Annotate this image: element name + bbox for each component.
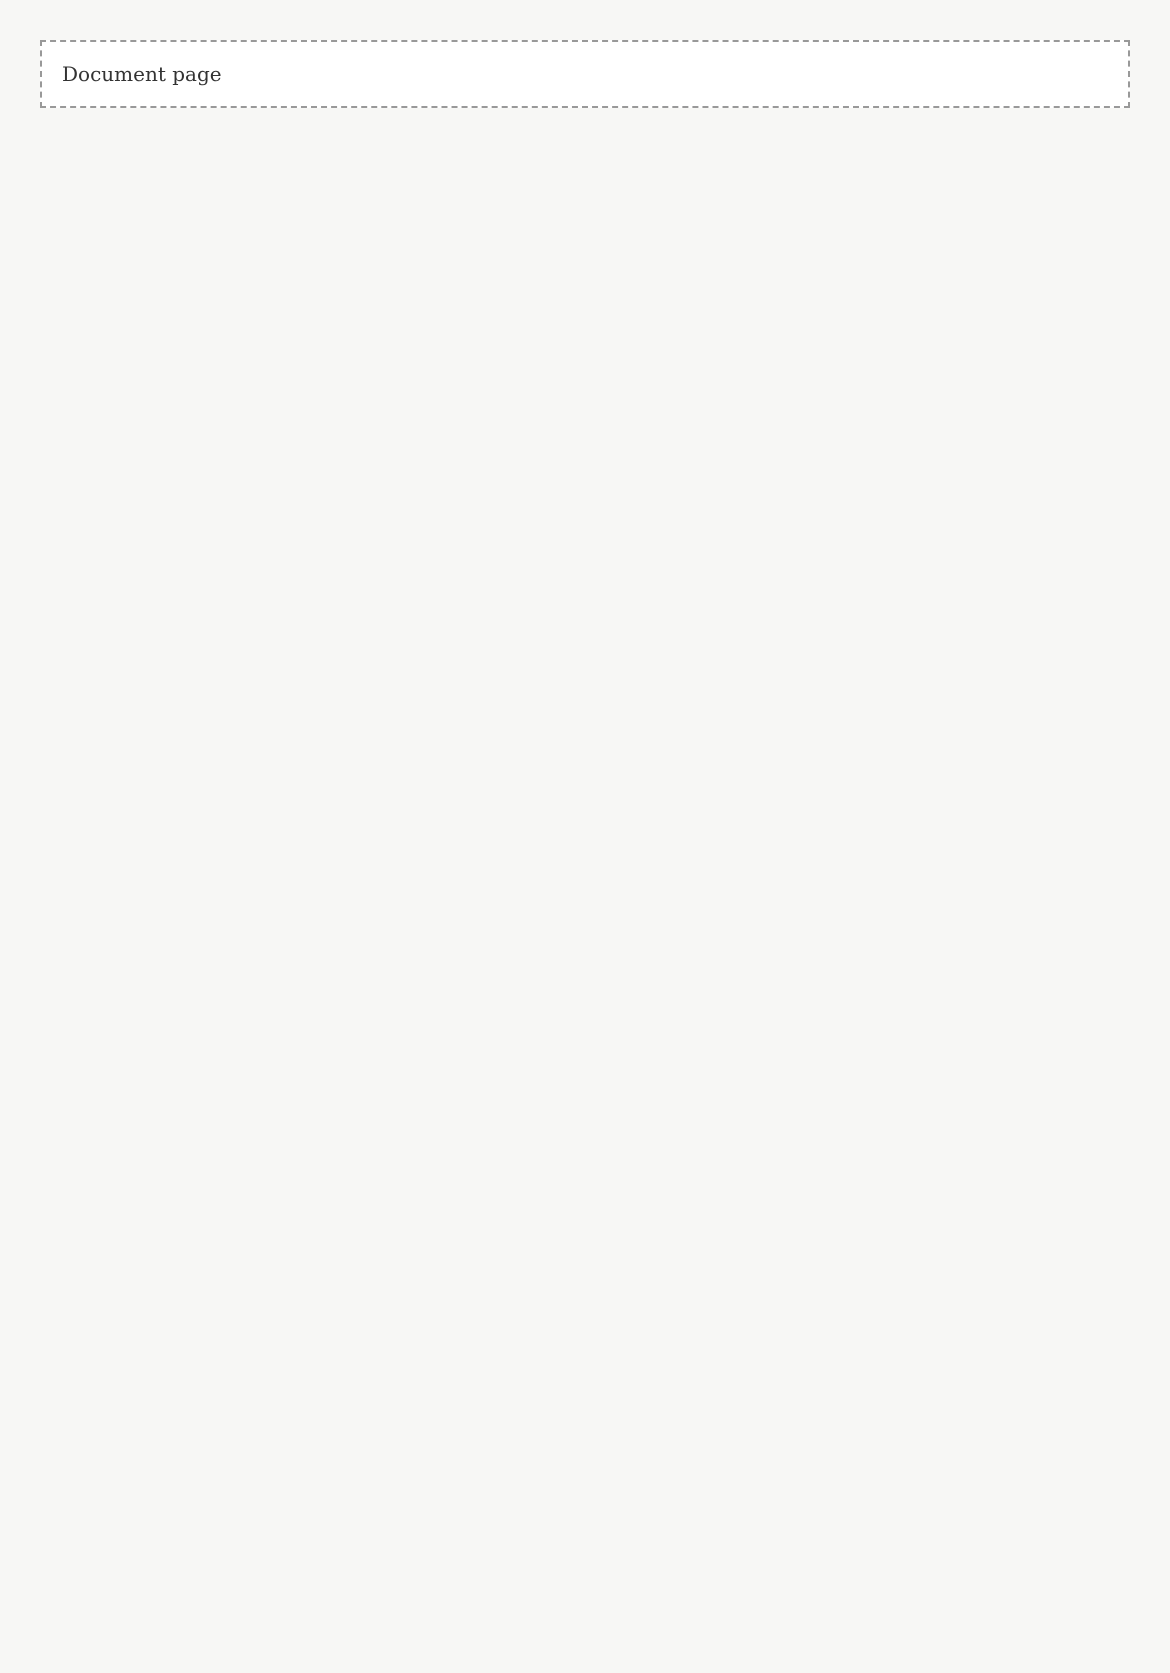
placeholder: Document page (40, 40, 1130, 108)
